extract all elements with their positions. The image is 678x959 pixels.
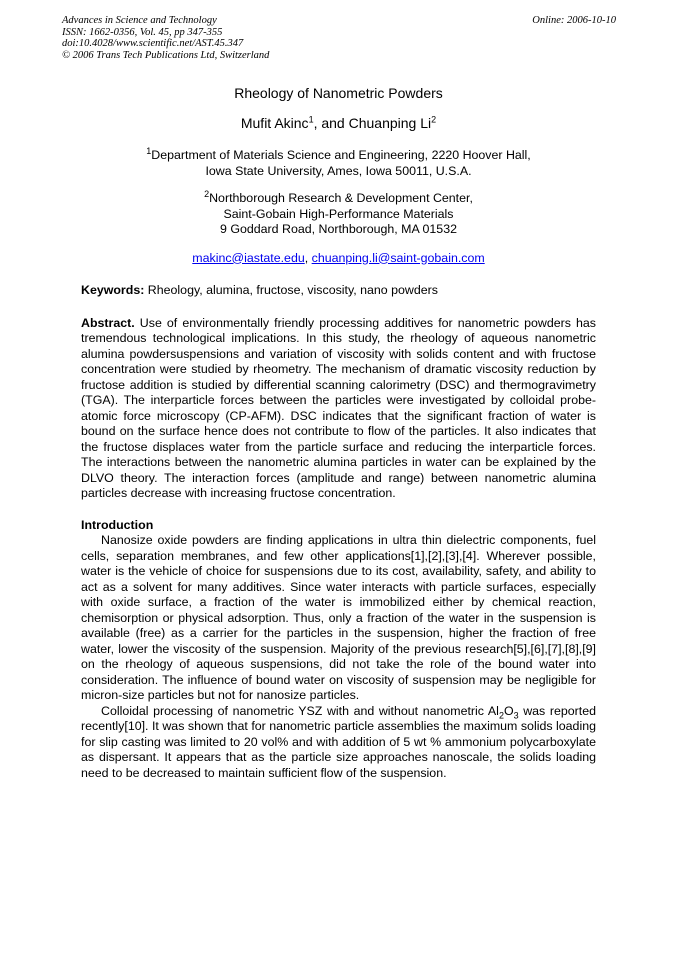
affiliation-1-line-2: Iowa State University, Ames, Iowa 50011, U.S.A. (205, 163, 472, 178)
author-1: Mufit Akinc (240, 115, 309, 131)
author-2-affil-mark: 2 (431, 114, 437, 125)
paragraph-2-text-b: O (503, 703, 514, 718)
email-separator: , (304, 250, 312, 265)
paragraph-2-subscript-2: 3 (513, 709, 519, 720)
abstract-text: Use of environmentally friendly processing additives for nanometric powders has tremendous technological implications. In this study, the rheology of aqueous nanometric alumina powdersuspensions and variation of viscosity with solids content and with fructose concentration were studied by rheometry. The mechanism of dramatic viscosity reduction by fructose addition is studied by differential scanning calorimetry (DSC) and thermogravimetry (TGA). The interparticle forces between the particles were investigated by colloidal probe-atomic force microscopy (CP-AFM). DSC indicates that the significant fraction of water is bound on the surface hence does not contribute to flow of the particles. It also indicates that the fructose displaces water from the particle surface and reducing the interparticle forces. The interactions between the nanometric alumina particles in water can be explained by the DLVO theory. The interaction forces (amplitude and range) between nanometric alumina particles decrease with increasing fructose concentration. (81, 315, 596, 500)
affiliation-1 (81, 145, 596, 179)
email-link-akinc[interactable]: makinc@iastate.edu (192, 250, 305, 265)
affiliation-1-line-1: Department of Materials Science and Engineering, 2220 Hoover Hall, (151, 148, 531, 162)
journal-copyright: © 2006 Trans Tech Publications Ltd, Switzerland (62, 49, 270, 61)
online-date: Online: 2006-10-10 (532, 15, 616, 26)
introduction-paragraph-2 (81, 704, 596, 782)
affiliation-1-mark: 1 (146, 145, 152, 156)
keywords-text: Rheology, alumina, fructose, viscosity, nano powders (144, 283, 438, 297)
journal-issn: ISSN: 1662-0356, Vol. 45, pp 347-355 (62, 26, 223, 38)
affiliation-2-line-1: Northborough Research & Development Center, (209, 191, 473, 205)
paragraph-2-subscript-1: 2 (498, 709, 504, 720)
paper-title: Rheology of Nanometric Powders (234, 85, 443, 101)
affiliation-2-line-2: Saint-Gobain High-Performance Materials (223, 206, 454, 221)
author-2: Chuanping Li (348, 115, 432, 131)
author-joiner: , and (313, 115, 349, 131)
introduction-paragraph-1: Nanosize oxide powders are finding applications in ultra thin dielectric components, fuel cells, separation membranes, and few other applications[1],[2],[3],[4]. Wherever possible, water is the vehicle of choice for suspensions due to its cost, availability, safety, and ability to act as a solvent for many additives. Since water interacts with particle surfaces, especially with oxide surface, a fraction of the water is immobilized either by chemical reaction, chemisorption or physical adsorption. Thus, only a fraction of the water in the suspension is available (free) as a carrier for the particles in the suspension, higher the fraction of free water, lower the viscosity of the suspension. Majority of the previous research[5],[6],[7],[8],[9] on the rheology of aqueous suspensions, did not take the role of the bound water into consideration. The influence of bound water on viscosity of suspension may be negligible for micron-size particles but not for nanosize particles. (81, 533, 596, 702)
journal-header (62, 15, 269, 61)
abstract (81, 316, 596, 502)
author-1-affil-mark: 1 (308, 114, 314, 125)
affiliation-2-line-3: 9 Goddard Road, Northborough, MA 01532 (220, 222, 457, 236)
paragraph-2-text-c: was reported recently[10]. It was shown that for nanometric particle assemblies the maximum solids loading for slip casting was limited to 20 vol% and with addition of 5 wt % ammonium polycarboxylate as dispersant. It appears that as the particle size approaches nanoscale, the solids loading need to be decreased to maintain sufficient flow of the suspension. (81, 703, 596, 780)
journal-name: Advances in Science and Technology (62, 15, 217, 26)
journal-doi: doi:10.4028/www.scientific.net/AST.45.347 (62, 38, 244, 49)
paragraph-2-text-a: Colloidal processing of nanometric YSZ with and without nanometric Al (101, 703, 499, 718)
keywords (81, 283, 596, 299)
paper-body (81, 80, 596, 781)
author-line (81, 113, 596, 133)
keywords-label: Keywords: (81, 283, 145, 297)
abstract-label: Abstract. (81, 315, 135, 330)
affiliation-2 (81, 188, 596, 238)
affiliation-2-mark: 2 (204, 188, 210, 199)
email-link-li[interactable]: chuanping.li@saint-gobain.com (311, 250, 485, 265)
email-line (81, 251, 596, 267)
introduction-heading: Introduction (81, 517, 154, 532)
